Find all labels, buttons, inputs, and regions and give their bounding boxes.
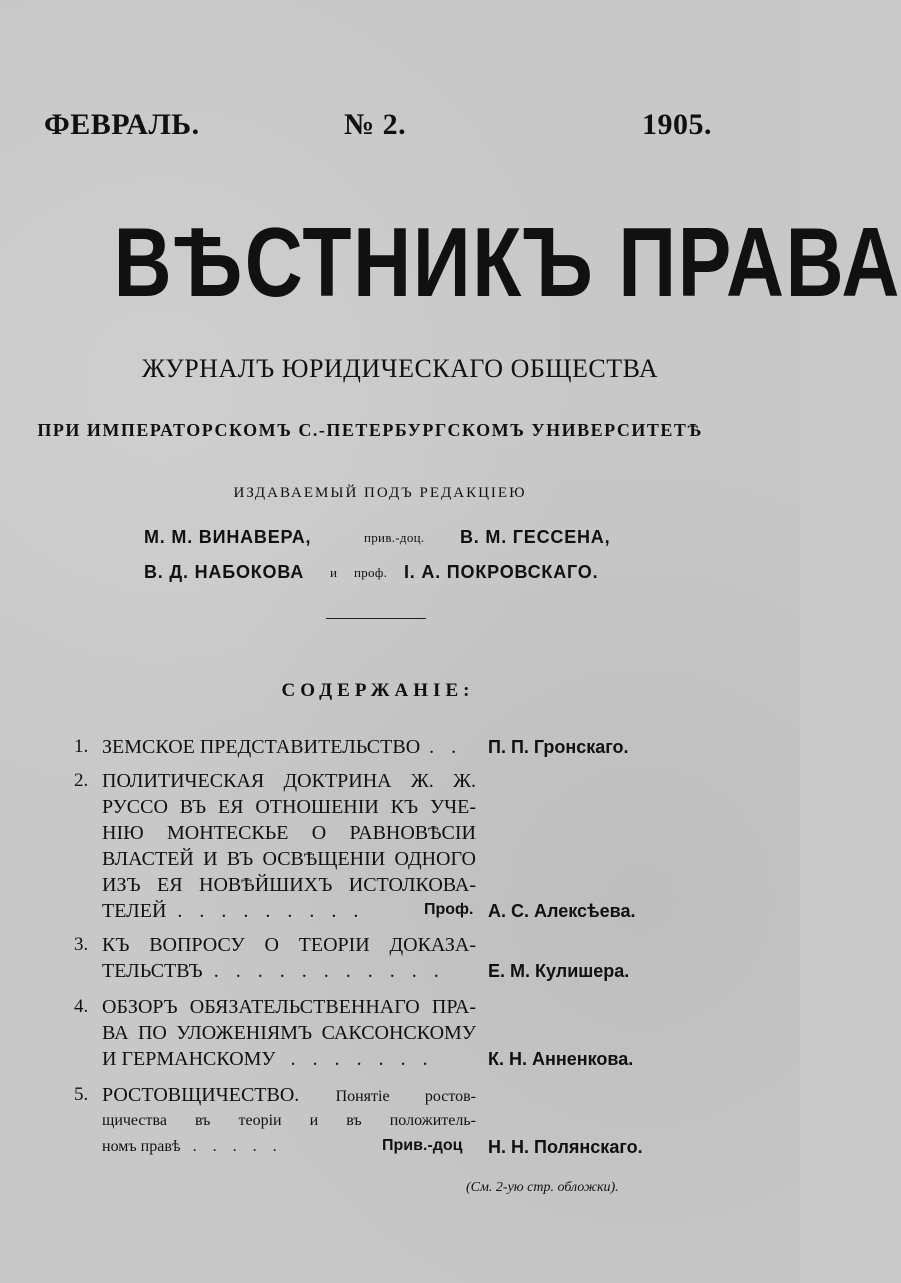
toc-item-author: А. С. Алексѣева.: [488, 901, 636, 921]
journal-subtitle: ЖУРНАЛЪ ЮРИДИЧЕСКАГО ОБЩЕСТВА: [141, 354, 659, 383]
toc-leader-dots: . . . . . . . . .: [177, 900, 365, 922]
toc-leader-dots: . . . . . . . . . . .: [213, 960, 445, 982]
toc-item-title-line: щичества въ теоріи и въ положитель-: [102, 1112, 476, 1129]
editor-conjunction: и: [330, 565, 338, 580]
editor-name: М. М. ВИНАВЕРА,: [144, 527, 312, 547]
editor-title: прив.-доц.: [364, 530, 425, 545]
toc-item-title-line: РУССО ВЪ ЕЯ ОТНОШЕНІИ КЪ УЧЕ-: [102, 796, 476, 818]
toc-author-title: Проф.: [424, 901, 474, 918]
issue-year: 1905.: [642, 108, 712, 141]
toc-item-number: 1.: [74, 736, 89, 757]
toc-item-number: 3.: [74, 934, 89, 955]
journal-affiliation: ПРИ ИМПЕРАТОРСКОМЪ С.-ПЕТЕРБУРГСКОМЪ УНИВЕРСИТЕТѢ: [37, 420, 703, 440]
toc-item-title-line: ВЛАСТЕЙ И ВЪ ОСВѢЩЕНІИ ОДНОГО: [102, 848, 476, 870]
toc-title-text: ЗЕМСКОЕ ПРЕДСТАВИТЕЛЬСТВО: [102, 736, 421, 758]
toc-title-text: РОСТОВЩИЧЕСТВО.: [102, 1084, 300, 1106]
toc-author-title: Прив.-доц: [382, 1137, 463, 1154]
toc-leader-dots: . . . . . . .: [290, 1048, 434, 1070]
see-cover-note: (См. 2-ую стр. обложки).: [466, 1180, 619, 1195]
toc-title-text: ТЕЛЬСТВЪ: [102, 960, 203, 982]
toc-item-title-line: [102, 1046, 476, 1072]
toc-leader-dots: . .: [429, 736, 463, 758]
toc-item-title-line: НІЮ МОНТЕСКЬЕ О РАВНОВѢСІИ: [102, 822, 476, 844]
toc-item-title-line: [102, 958, 476, 984]
journal-title: ВѢСТНИКЪ ПРАВА: [113, 207, 901, 317]
divider-rule: [326, 618, 426, 619]
toc-item-title: [102, 734, 476, 760]
toc-item-title-line: [102, 1082, 476, 1110]
toc-item-author: П. П. Гронскаго.: [488, 737, 629, 757]
toc-item-title-line: ИЗЪ ЕЯ НОВѢЙШИХЪ ИСТОЛКОВА-: [102, 874, 476, 896]
issue-month: ФЕВРАЛЬ.: [44, 108, 200, 141]
toc-item-title-line: [102, 898, 476, 924]
toc-title-text: И ГЕРМАНСКОМУ: [102, 1048, 276, 1070]
toc-item-author: Н. Н. Полянскаго.: [488, 1137, 643, 1157]
editor-name: В. Д. НАБОКОВА: [144, 562, 305, 582]
toc-item-author: К. Н. Анненкова.: [488, 1049, 634, 1069]
toc-leader-dots: . . . . .: [192, 1138, 283, 1155]
toc-title-text: номъ правѣ: [102, 1138, 181, 1155]
toc-item-title-line: КЪ ВОПРОСУ О ТЕОРІИ ДОКАЗА-: [102, 934, 476, 956]
editor-title: проф.: [354, 565, 388, 580]
toc-item-title-line: ОБЗОРЪ ОБЯЗАТЕЛЬСТВЕННАГО ПРА-: [102, 996, 476, 1018]
toc-item-number: 5.: [74, 1084, 89, 1105]
toc-title-text: ТЕЛЕЙ: [102, 900, 167, 922]
toc-item-number: 2.: [74, 770, 89, 791]
toc-item-number: 4.: [74, 996, 89, 1017]
toc-item-title-line: ПОЛИТИЧЕСКАЯ ДОКТРИНА Ж. Ж.: [102, 770, 476, 792]
toc-item-title-line: ВА ПО УЛОЖЕНІЯМЪ САКСОНСКОМУ: [102, 1022, 476, 1044]
editor-name: І. А. ПОКРОВСКАГО.: [404, 562, 599, 582]
toc-title-text: Понятіе ростов-: [335, 1088, 476, 1105]
editor-name: В. М. ГЕССЕНА,: [460, 527, 611, 547]
issue-header: [44, 108, 712, 148]
edited-by-label: ИЗДАВАЕМЫЙ ПОДЪ РЕДАКЦІЕЮ: [233, 485, 527, 501]
toc-item-author: Е. М. Кулишера.: [488, 961, 630, 981]
contents-heading: СОДЕРЖАНІЕ:: [281, 680, 475, 701]
issue-number: № 2.: [344, 108, 407, 141]
